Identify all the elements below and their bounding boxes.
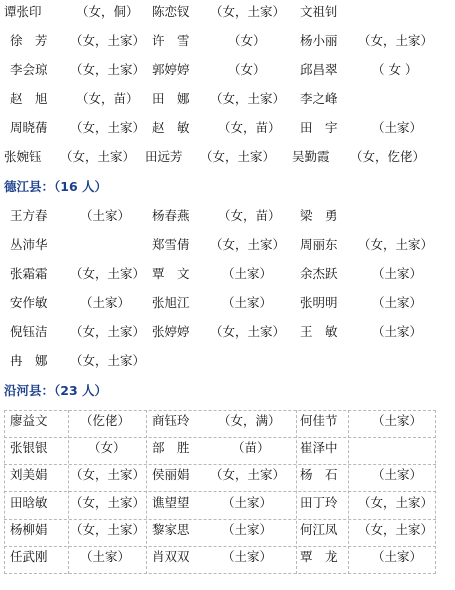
student-detail: （女，土家） [358, 522, 434, 537]
county-heading: 沿河县：（23 人） [4, 383, 107, 398]
student-detail: （女，土家） [210, 91, 286, 106]
student-detail: （女） [88, 440, 126, 455]
student-detail: （女） [228, 33, 266, 48]
roster-row [0, 64, 455, 82]
student-detail: （女，土家） [70, 353, 146, 368]
student-name: 杨 石 [300, 467, 338, 482]
table-row [0, 415, 455, 433]
student-name: 张婷婷 [152, 324, 190, 339]
student-name: 刘美娟 [10, 467, 48, 482]
student-name: 徐 芳 [10, 33, 48, 48]
student-name: 侯丽娟 [152, 467, 190, 482]
roster-row [0, 122, 455, 140]
student-name: 黎家思 [152, 522, 190, 537]
student-detail: （女，土家） [70, 33, 146, 48]
student-detail: （土家） [222, 295, 273, 310]
student-detail: （土家） [222, 549, 273, 564]
student-name: 商钰玲 [152, 413, 190, 428]
roster-row [0, 239, 455, 257]
student-detail: （女，土家） [70, 120, 146, 135]
student-detail: （女，土家） [70, 62, 146, 77]
student-detail: （土家） [222, 266, 273, 281]
roster-row [0, 297, 455, 315]
student-name: 杨春燕 [152, 208, 190, 223]
student-detail: （女，苗） [218, 120, 281, 135]
roster-row [0, 93, 455, 111]
student-name: 陈恋钗 [152, 4, 190, 19]
table-row [0, 497, 455, 515]
student-detail: （女，苗） [76, 91, 139, 106]
roster-row [0, 35, 455, 53]
student-detail: （女，土家） [200, 149, 276, 164]
student-detail: （土家） [80, 295, 131, 310]
student-name: 任武刚 [10, 549, 48, 564]
county-heading: 德江县：（16 人） [4, 179, 107, 194]
student-detail: （土家） [80, 549, 131, 564]
student-name: 梁 勇 [300, 208, 338, 223]
student-detail: （女，土家） [210, 324, 286, 339]
student-name: 冉 娜 [10, 353, 48, 368]
student-name: 覃 文 [152, 266, 190, 281]
student-name: 张旭江 [152, 295, 190, 310]
student-detail: （土家） [372, 266, 423, 281]
student-detail: （土家） [80, 208, 131, 223]
roster-row [0, 6, 455, 24]
student-name: 王 敏 [300, 324, 338, 339]
student-detail: （女，土家） [210, 467, 286, 482]
student-detail: （女，土家） [70, 467, 146, 482]
student-name: 何佳节 [300, 413, 338, 428]
student-name: 王方春 [10, 208, 48, 223]
student-detail: （女） [228, 62, 266, 77]
student-detail: （女，侗） [76, 4, 139, 19]
student-name: 谯望望 [152, 495, 190, 510]
table-row [0, 469, 455, 487]
student-name: 田晗敏 [10, 495, 48, 510]
student-name: 郭婷婷 [152, 62, 190, 77]
table-row [0, 442, 455, 460]
student-detail: （ 女 ） [372, 62, 418, 77]
roster-row [0, 355, 455, 373]
student-detail: （女，土家） [60, 149, 136, 164]
student-name: 杨柳娟 [10, 522, 48, 537]
student-detail: （土家） [372, 467, 423, 482]
student-detail: （女，土家） [358, 33, 434, 48]
student-name: 张婉钰 [4, 149, 42, 164]
student-name: 吴勤霞 [292, 149, 330, 164]
student-name: 李会琼 [10, 62, 48, 77]
student-name: 赵 旭 [10, 91, 48, 106]
student-detail: （土家） [372, 324, 423, 339]
student-name: 谭张印 [4, 4, 42, 19]
student-name: 肖双双 [152, 549, 190, 564]
student-name: 丛沛华 [10, 237, 48, 252]
student-detail: （女，土家） [358, 495, 434, 510]
student-name: 余杰跃 [300, 266, 338, 281]
student-name: 杨小丽 [300, 33, 338, 48]
student-detail: （女，土家） [210, 237, 286, 252]
student-detail: （土家） [222, 522, 273, 537]
student-name: 部 胜 [152, 440, 190, 455]
student-detail: （女，土家） [70, 495, 146, 510]
student-name: 廖益文 [10, 413, 48, 428]
student-name: 张霜霜 [10, 266, 48, 281]
student-name: 崔泽中 [300, 440, 338, 455]
student-name: 张明明 [300, 295, 338, 310]
student-detail: （土家） [222, 495, 273, 510]
student-detail: （苗） [232, 440, 270, 455]
student-name: 郑雪倩 [152, 237, 190, 252]
student-name: 倪钰洁 [10, 324, 48, 339]
roster-row [0, 268, 455, 286]
student-name: 赵 敏 [152, 120, 190, 135]
student-detail: （土家） [372, 120, 423, 135]
student-name: 周晓蒨 [10, 120, 48, 135]
student-detail: （土家） [372, 295, 423, 310]
table-row [0, 524, 455, 542]
student-detail: （女，满） [218, 413, 281, 428]
student-name: 田远芳 [145, 149, 183, 164]
student-detail: （女，仡佬） [350, 149, 426, 164]
student-name: 许 雪 [152, 33, 190, 48]
student-detail: （土家） [372, 549, 423, 564]
student-name: 覃 龙 [300, 549, 338, 564]
student-name: 邱昌翠 [300, 62, 338, 77]
student-detail: （女，土家） [358, 237, 434, 252]
student-name: 文祖钊 [300, 4, 338, 19]
student-detail: （女，土家） [70, 522, 146, 537]
student-name: 田 宇 [300, 120, 338, 135]
roster-row [0, 210, 455, 228]
student-detail: （女，土家） [70, 324, 146, 339]
table-row [0, 551, 455, 569]
student-name: 何江凤 [300, 522, 338, 537]
student-name: 李之峰 [300, 91, 338, 106]
roster-row [0, 326, 455, 344]
student-name: 田丁玲 [300, 495, 338, 510]
student-detail: （女，土家） [70, 266, 146, 281]
student-name: 周丽东 [300, 237, 338, 252]
student-name: 张银银 [10, 440, 48, 455]
student-detail: （土家） [372, 413, 423, 428]
student-name: 安作敏 [10, 295, 48, 310]
student-detail: （女，苗） [218, 208, 281, 223]
student-detail: （仡佬） [80, 413, 131, 428]
student-name: 田 娜 [152, 91, 190, 106]
student-detail: （女，土家） [210, 4, 286, 19]
roster-row [0, 151, 455, 169]
